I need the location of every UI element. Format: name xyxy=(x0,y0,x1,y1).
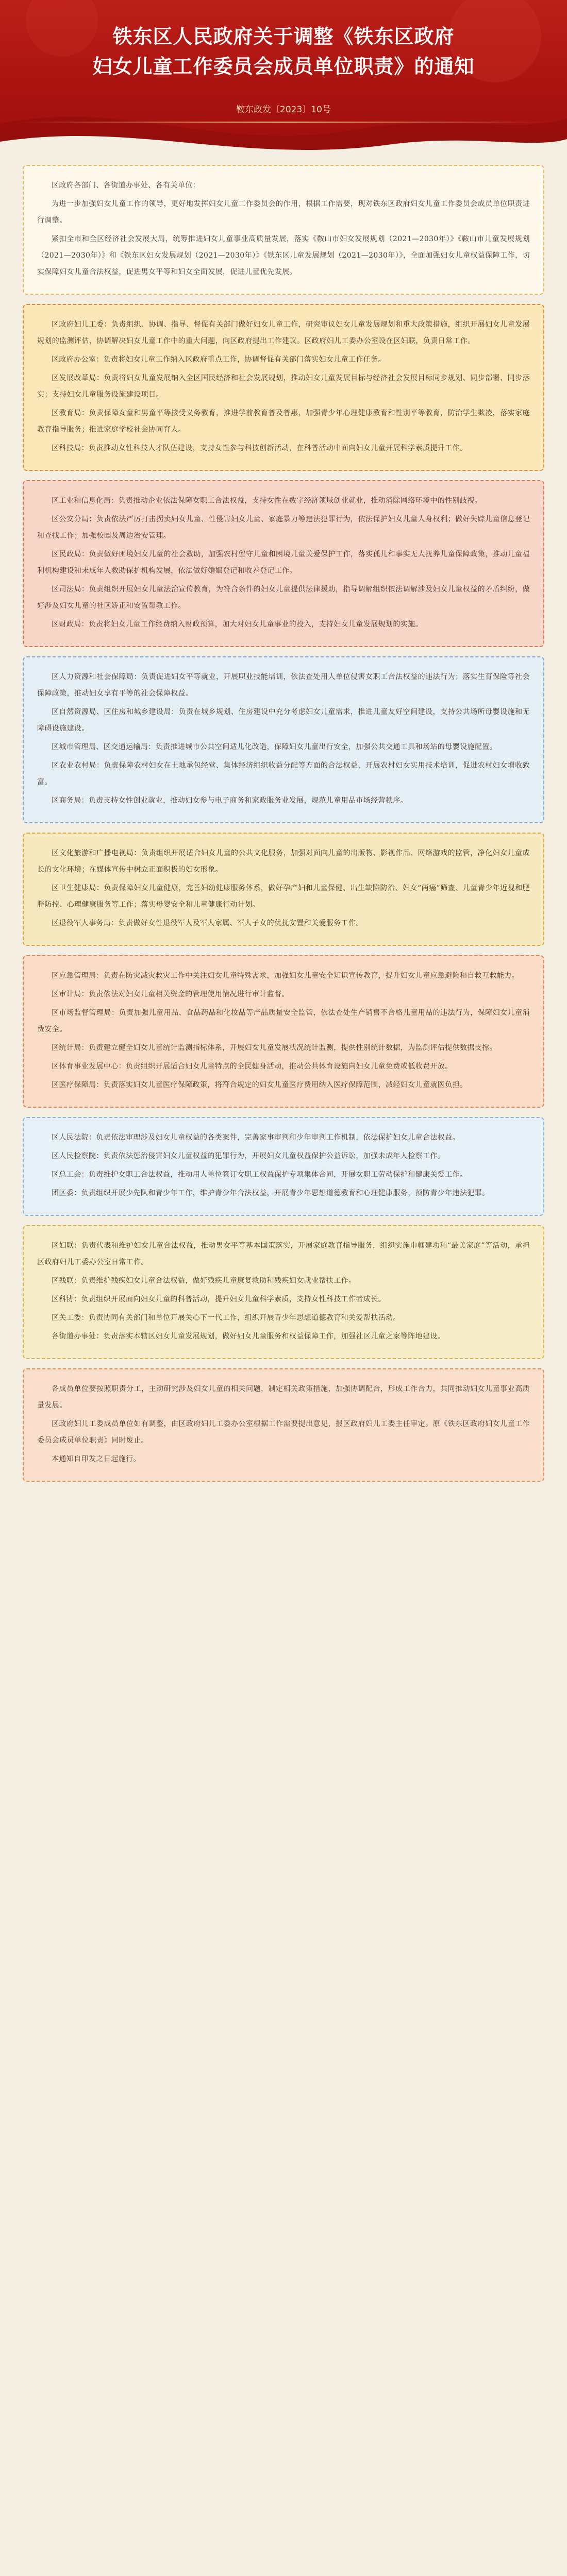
paragraph: 区商务局：负责支持女性创业就业，推动妇女参与电子商务和家政服务业发展，规范儿童用品市场经营秩序。 xyxy=(52,796,408,805)
paragraph: 区人力资源和社会保障局：负责促进妇女平等就业，开展职业技能培训，依法查处用人单位侵害女职工合法权益的违法行为；落实生育保险等社会保障政策，推动妇女享有平等的社会保障权益。 xyxy=(37,673,530,698)
paragraph: 为进一步加强妇女儿童工作的领导，更好地发挥妇女儿童工作委员会的作用，根据工作需要，现对铁东区政府妇女儿童工作委员会成员单位职责进行调整。 xyxy=(37,200,530,225)
paragraph: 区统计局：负责建立健全妇女儿童统计监测指标体系，开展妇女儿童发展状况统计监测，提供性别统计数据，为监测评估提供数据支撑。 xyxy=(52,1044,497,1052)
section-duties-7 xyxy=(23,1225,544,1359)
page-title xyxy=(0,22,567,81)
paragraph: 区农业农村局：负责保障农村妇女在土地承包经营、集体经济组织收益分配等方面的合法权益，开展农村妇女实用技术培训，促进农村妇女增收致富。 xyxy=(37,761,530,786)
paragraph: 区城市管理局、区交通运输局：负责推进城市公共空间适儿化改造，保障妇女儿童出行安全，加强公共交通工具和场站的母婴设施配置。 xyxy=(52,743,497,751)
paragraph: 团区委：负责组织开展少先队和青少年工作，维护青少年合法权益，开展青少年思想道德教育和心理健康服务，预防青少年违法犯罪。 xyxy=(52,1189,490,1197)
paragraph: 区人民法院：负责依法审理涉及妇女儿童权益的各类案件，完善家事审判和少年审判工作机制，依法保护妇女儿童合法权益。 xyxy=(52,1133,460,1142)
document-number: 鞍东政发〔2023〕10号 xyxy=(236,105,331,115)
paragraph: 区总工会：负责维护女职工合法权益，推动用人单位签订女职工权益保护专项集体合同，开展女职工劳动保护和健康关爱工作。 xyxy=(52,1171,468,1179)
paragraph: 区体育事业发展中心：负责组织开展适合妇女儿童特点的全民健身活动，推动公共体育设施向妇女儿童免费或低收费开放。 xyxy=(52,1062,453,1071)
section-duties-1 xyxy=(23,304,544,471)
paragraph: 区科技局：负责推动女性科技人才队伍建设，支持女性参与科技创新活动，在科普活动中面向妇女儿童开展科学素质提升工作。 xyxy=(52,444,468,452)
paragraph: 区应急管理局：负责在防灾减灾救灾工作中关注妇女儿童特殊需求，加强妇女儿童安全知识宣传教育，提升妇女儿童应急避险和自救互救能力。 xyxy=(52,972,520,980)
paragraph: 区医疗保障局：负责落实妇女儿童医疗保障政策，将符合规定的妇女儿童医疗费用纳入医疗保障范围，减轻妇女儿童就医负担。 xyxy=(52,1081,468,1089)
paragraph: 区政府各部门、各街道办事处、各有关单位： xyxy=(52,181,200,190)
paragraph: 区残联：负责维护残疾妇女儿童合法权益，做好残疾儿童康复救助和残疾妇女就业帮扶工作。 xyxy=(52,1277,356,1285)
paragraph: 区卫生健康局：负责保障妇女儿童健康，完善妇幼健康服务体系，做好孕产妇和儿童保健、出生缺陷防治、妇女“两癌”筛查、儿童青少年近视和肥胖防控、心理健康服务等工作；落实母婴安全和儿童健康行动计划。 xyxy=(37,884,530,909)
paragraph: 区教育局：负责保障女童和男童平等接受义务教育，推进学前教育普及普惠，加强青少年心理健康教育和性别平等教育，防治学生欺凌，落实家庭教育指导服务；推进家庭学校社会协同育人。 xyxy=(37,409,530,434)
paragraph: 区司法局：负责组织开展妇女儿童法治宣传教育，为符合条件的妇女儿童提供法律援助，指导调解组织依法调解涉及妇女儿童权益的矛盾纠纷，做好涉及妇女儿童的社区矫正和安置帮教工作。 xyxy=(37,585,530,610)
title-divider xyxy=(21,122,546,123)
paragraph: 区政府妇儿工委成员单位如有调整，由区政府妇儿工委办公室根据工作需要提出意见，报区政府妇儿工委主任审定。原《铁东区政府妇女儿童工作委员会成员单位职责》同时废止。 xyxy=(37,1420,530,1445)
paragraph: 区科协：负责组织开展面向妇女儿童的科普活动，提升妇女儿童科学素质，支持女性科技工作者成长。 xyxy=(52,1295,386,1303)
section-duties-4 xyxy=(23,833,544,946)
paragraph: 区文化旅游和广播电视局：负责组织开展适合妇女儿童的公共文化服务，加强对面向儿童的出版物、影视作品、网络游戏的监管，净化妇女儿童成长的文化环境；在媒体宣传中树立正面积极的妇女形象。 xyxy=(37,849,530,874)
paragraph: 紧扣全市和全区经济社会发展大局，统筹推进妇女儿童事业高质量发展，落实《鞍山市妇女发展规划（2021—2030年）》《鞍山市儿童发展规划（2021—2030年）》和《铁东区妇女发展规划（2021—2030年）》《铁东区儿童发展规划（2021—2030年）》，全面加强妇女儿童权益保障工作，切实保障妇女儿童合法权益，促进男女平等和妇女全面发展，促进儿童优先发展。 xyxy=(37,235,530,276)
paragraph: 各成员单位要按照职责分工，主动研究涉及妇女儿童的相关问题，制定相关政策措施，加强协调配合，形成工作合力，共同推动妇女儿童事业高质量发展。 xyxy=(37,1385,530,1410)
section-duties-6 xyxy=(23,1117,544,1216)
section-duties-3 xyxy=(23,656,544,823)
header-banner xyxy=(0,0,567,165)
title-line-1: 铁东区人民政府关于调整《铁东区政府 xyxy=(112,25,455,48)
title-line-2: 妇女儿童工作委员会成员单位职责》的通知 xyxy=(92,55,475,78)
paragraph: 区审计局：负责依法对妇女儿童相关资金的管理使用情况进行审计监督。 xyxy=(52,990,289,998)
paragraph: 区政府办公室：负责将妇女儿童工作纳入区政府重点工作，协调督促有关部门落实妇女儿童工作任务。 xyxy=(52,355,386,364)
notice-body xyxy=(0,165,567,1482)
section-intro xyxy=(23,165,544,295)
paragraph: 区妇联：负责代表和维护妇女儿童合法权益，推动男女平等基本国策落实，开展家庭教育指导服务，组织实施巾帼建功和“最美家庭”等活动，承担区政府妇儿工委办公室日常工作。 xyxy=(37,1242,530,1266)
paragraph: 区退役军人事务局：负责做好女性退役军人及军人家属、军人子女的优抚安置和关爱服务工作。 xyxy=(52,919,363,927)
paragraph: 区政府妇儿工委：负责组织、协调、指导、督促有关部门做好妇女儿童工作，研究审议妇女儿童发展规划和重大政策措施，组织开展妇女儿童发展规划的监测评估，协调解决妇女儿童工作中的重大问题，向区政府提出工作建议。区政府妇儿工委办公室设在区妇联，负责日常工作。 xyxy=(37,320,530,345)
paragraph: 区人民检察院：负责依法惩治侵害妇女儿童权益的犯罪行为，开展妇女儿童权益保护公益诉讼，加强未成年人检察工作。 xyxy=(52,1152,445,1160)
section-closing xyxy=(23,1368,544,1482)
paragraph: 区财政局：负责将妇女儿童工作经费纳入财政预算，加大对妇女儿童事业的投入，支持妇女儿童发展规划的实施。 xyxy=(52,620,423,629)
paragraph: 区民政局：负责做好困境妇女儿童的社会救助，加强农村留守儿童和困境儿童关爱保护工作，落实孤儿和事实无人抚养儿童保障政策，推动儿童福利机构建设和未成年人救助保护机构发展，依法做好婚姻登记和收养登记工作。 xyxy=(37,550,530,575)
paragraph: 区公安分局：负责依法严厉打击拐卖妇女儿童、性侵害妇女儿童、家庭暴力等违法犯罪行为，依法保护妇女儿童人身权利；做好失踪儿童信息登记和查找工作；加强校园及周边治安管理。 xyxy=(37,515,530,540)
paragraph: 区工业和信息化局：负责推动企业依法保障女职工合法权益，支持女性在数字经济领域创业就业，推动消除网络环境中的性别歧视。 xyxy=(52,497,482,505)
paragraph: 区关工委：负责协同有关部门和单位开展关心下一代工作，组织开展青少年思想道德教育和关爱帮扶活动。 xyxy=(52,1314,401,1322)
paragraph: 各街道办事处：负责落实本辖区妇女儿童发展规划，做好妇女儿童服务和权益保障工作，加强社区儿童之家等阵地建设。 xyxy=(52,1332,445,1341)
paragraph: 本通知自印发之日起施行。 xyxy=(52,1455,141,1463)
section-duties-2 xyxy=(23,480,544,647)
section-duties-5 xyxy=(23,955,544,1108)
paragraph: 区自然资源局、区住房和城乡建设局：负责在城乡规划、住房建设中充分考虑妇女儿童需求，推进儿童友好空间建设，支持公共场所母婴设施和无障碍设施建设。 xyxy=(37,708,530,733)
paragraph: 区市场监督管理局：负责加强儿童用品、食品药品和化妆品等产品质量安全监管，依法查处生产销售不合格儿童用品的违法行为，保障妇女儿童消费安全。 xyxy=(37,1009,530,1033)
paragraph: 区发展改革局：负责将妇女儿童发展纳入全区国民经济和社会发展规划，推动妇女儿童发展目标与经济社会发展目标同步规划、同步部署、同步落实；支持妇女儿童服务设施建设项目。 xyxy=(37,374,530,399)
